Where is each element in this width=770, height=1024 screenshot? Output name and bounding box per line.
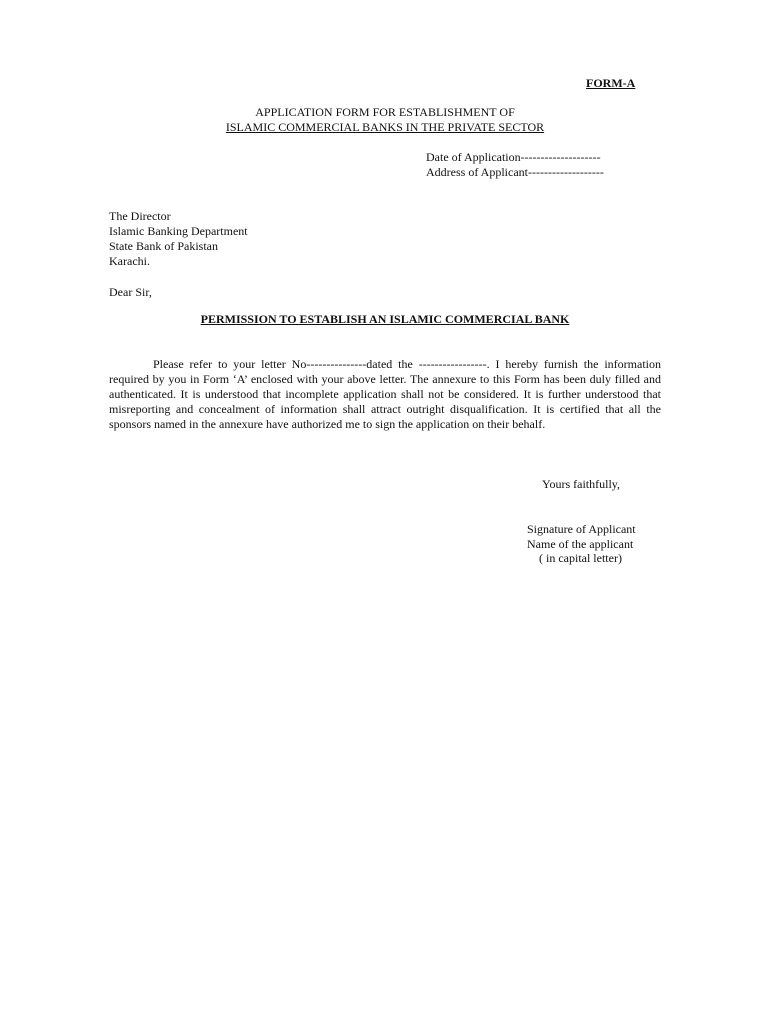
date-of-application: Date of Application-------------------- xyxy=(426,150,601,164)
signature-line-1: Signature of Applicant xyxy=(527,522,636,536)
title-line-1: APPLICATION FORM FOR ESTABLISHMENT OF xyxy=(255,105,515,119)
address-of-applicant: Address of Applicant------------------- xyxy=(426,165,604,179)
signature-line-2: Name of the applicant xyxy=(527,537,634,551)
body-paragraph: Please refer to your letter No---------------dated the -----------------. I hereby furnish the information required by you in Form ‘A’ enclosed with your above letter. The annexure to this Form has been duly filled and authenticated. It is understood that incomplete application shall not be considered. It is further understood that misreporting and concealment of information shall attract outright disqualification. It is certified that all the sponsors named in the annexure have authorized me to sign the application on their behalf. xyxy=(109,357,661,431)
recipient-line-4: Karachi. xyxy=(109,254,150,268)
form-label: FORM-A xyxy=(586,76,636,90)
recipient-line-3: State Bank of Pakistan xyxy=(109,239,218,253)
subject-line: PERMISSION TO ESTABLISH AN ISLAMIC COMMERCIAL BANK xyxy=(200,312,570,326)
recipient-line-2: Islamic Banking Department xyxy=(109,224,248,238)
salutation: Dear Sir, xyxy=(109,285,152,299)
recipient-address xyxy=(109,209,248,269)
signature-line-3: ( in capital letter) xyxy=(539,551,622,565)
recipient-line-1: The Director xyxy=(109,209,171,223)
title-line-2: ISLAMIC COMMERCIAL BANKS IN THE PRIVATE SECTOR xyxy=(225,120,545,134)
closing: Yours faithfully, xyxy=(542,477,621,491)
